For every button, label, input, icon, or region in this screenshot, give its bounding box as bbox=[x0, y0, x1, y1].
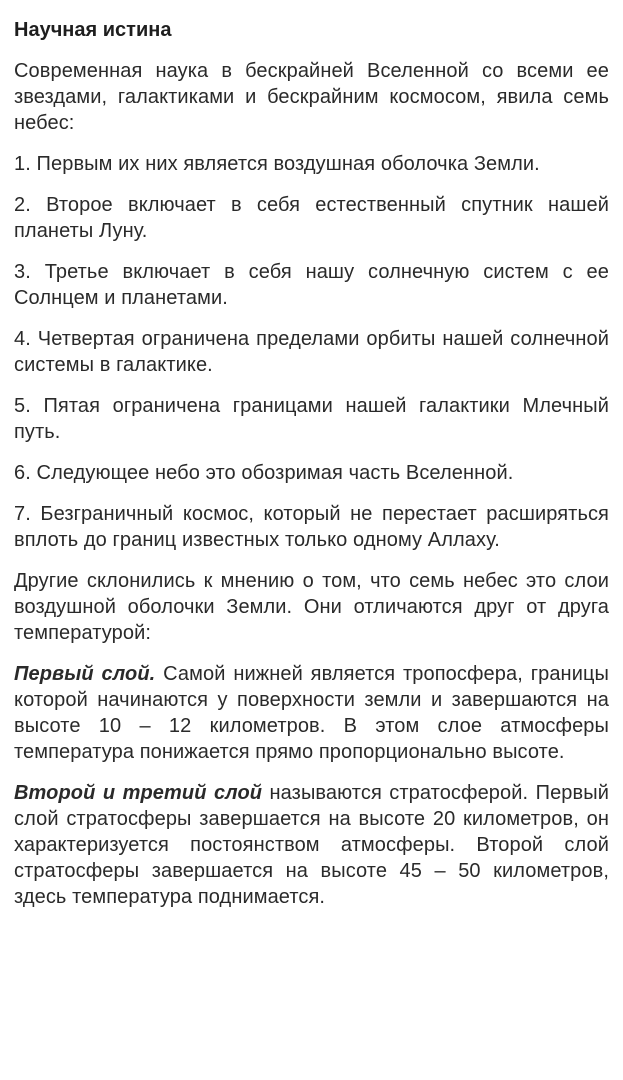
layer2-paragraph bbox=[14, 780, 609, 910]
list-item-4: 4. Четвертая ограничена пределами орбиты нашей солнечной системы в галактике. bbox=[14, 328, 609, 376]
list-item-1: 1. Первым их них является воздушная оболочка Земли. bbox=[14, 153, 540, 175]
layer2-lead: Второй и третий слой bbox=[14, 782, 263, 804]
list-item-6: 6. Следующее небо это обозримая часть Вселенной. bbox=[14, 462, 514, 484]
layer2-text: называются стратосферой. Первый слой стратосферы завершается на высоте 20 километров, он характеризуется постоянством атмосферы. Второй слой стратосферы завершается на высоте 45 – 50 километров, здесь температура поднимается. bbox=[14, 782, 609, 908]
layer1-lead: Первый слой. bbox=[14, 663, 156, 685]
list-item-5: 5. Пятая ограничена границами нашей галактики Млечный путь. bbox=[14, 395, 609, 443]
intro-paragraph: Современная наука в бескрайней Вселенной со всеми ее звездами, галактиками и бескрайним космосом, явила семь небес: bbox=[14, 60, 609, 134]
list-item-3: 3. Третье включает в себя нашу солнечную систем с ее Солнцем и планетами. bbox=[14, 261, 609, 309]
layer1-paragraph bbox=[14, 661, 609, 765]
article-title: Научная истина bbox=[14, 19, 172, 41]
list-item-7: 7. Безграничный космос, который не перестает расширяться вплоть до границ известных только одному Аллаху. bbox=[14, 503, 609, 551]
list-item-2: 2. Второе включает в себя естественный спутник нашей планеты Луну. bbox=[14, 194, 609, 242]
layer1-text: Самой нижней является тропосфера, границы которой начинаются у поверхности земли и завершаются на высоте 10 – 12 километров. В этом слое атмосферы температура понижается прямо пропорционально высоте. bbox=[14, 663, 609, 763]
other-view-paragraph: Другие склонились к мнению о том, что семь небес это слои воздушной оболочки Земли. Они отличаются друг от друга температурой: bbox=[14, 570, 609, 644]
